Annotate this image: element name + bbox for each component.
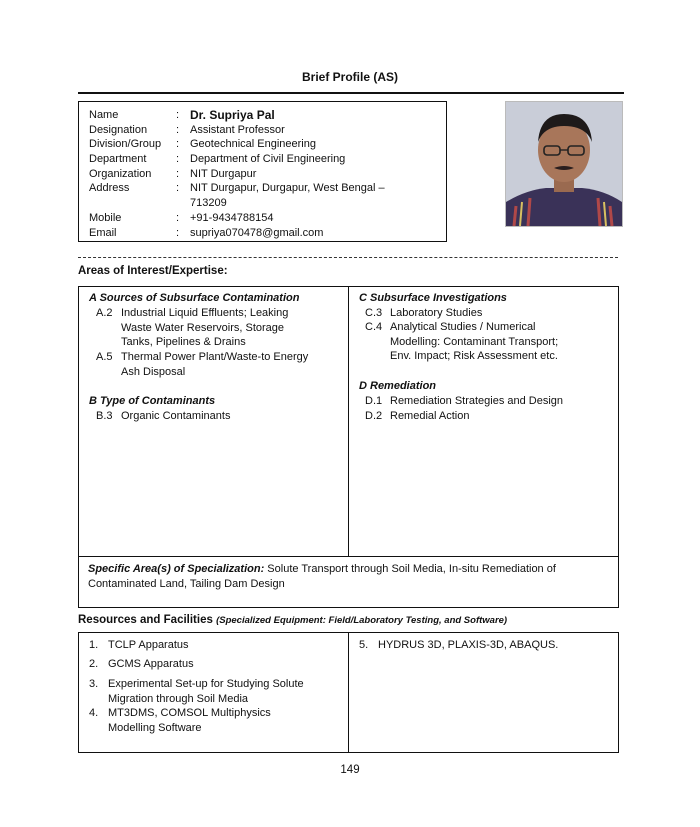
page-number: 149 bbox=[340, 764, 360, 776]
profile-row-email bbox=[89, 226, 446, 241]
specialization-label: Specific Area(s) of Specialization: bbox=[88, 563, 265, 575]
resource-line: Migration through Soil Media bbox=[108, 692, 249, 705]
item-line: Remedial Action bbox=[390, 410, 470, 422]
page-title: Brief Profile (AS) bbox=[301, 70, 398, 84]
profile-details-box bbox=[78, 101, 447, 242]
profile-row-mobile bbox=[89, 211, 446, 226]
category-c-item bbox=[365, 306, 382, 321]
category-c-item bbox=[365, 320, 382, 335]
profile-colon: : bbox=[176, 123, 180, 136]
resource-line: MT3DMS, COMSOL Multiphysics bbox=[108, 707, 271, 719]
profile-colon: : bbox=[176, 211, 180, 224]
areas-column-divider bbox=[348, 286, 349, 557]
item-code: D.2 bbox=[365, 410, 383, 422]
profile-value: NIT Durgapur, Durgapur, West Bengal – bbox=[190, 182, 385, 195]
category-a-item-text bbox=[121, 350, 308, 379]
resource-line: GCMS Apparatus bbox=[108, 658, 194, 670]
item-line: Laboratory Studies bbox=[390, 307, 483, 319]
category-a-item bbox=[96, 306, 113, 321]
item-code: C.4 bbox=[365, 321, 383, 333]
resource-number: 5. bbox=[359, 639, 369, 651]
profile-colon: : bbox=[176, 138, 180, 151]
category-d-title: D Remediation bbox=[359, 380, 437, 392]
profile-label: Department bbox=[89, 153, 147, 166]
item-code: B.3 bbox=[96, 410, 113, 422]
profile-colon: : bbox=[176, 167, 180, 180]
category-b-item bbox=[96, 409, 113, 424]
category-c-title: C Subsurface Investigations bbox=[359, 292, 507, 304]
profile-label: Name bbox=[89, 109, 119, 121]
profile-label: Address bbox=[89, 182, 130, 195]
profile-value: 713209 bbox=[190, 197, 227, 210]
profile-value: NIT Durgapur bbox=[190, 167, 257, 180]
profile-label: Mobile bbox=[89, 211, 122, 224]
resource-number: 4. bbox=[89, 707, 99, 719]
resources-column-divider bbox=[348, 632, 349, 753]
resources-heading-note: (Specialized Equipment: Field/Laboratory Testing, and Software) bbox=[216, 615, 508, 626]
profile-label: Division/Group bbox=[89, 138, 162, 151]
profile-row-address-cont bbox=[89, 196, 446, 211]
resource-line: Modelling Software bbox=[108, 721, 202, 734]
profile-photo bbox=[505, 101, 623, 227]
category-c-item-text bbox=[390, 320, 558, 364]
profile-value-name: Dr. Supriya Pal bbox=[190, 108, 275, 122]
profile-colon: : bbox=[176, 153, 180, 166]
item-line: Env. Impact; Risk Assessment etc. bbox=[390, 350, 558, 363]
category-a-title: A Sources of Subsurface Contamination bbox=[89, 292, 300, 304]
resources-heading bbox=[78, 614, 507, 626]
profile-row-department bbox=[89, 152, 446, 167]
profile-value: Department of Civil Engineering bbox=[190, 153, 346, 166]
profile-value: +91-9434788154 bbox=[190, 211, 274, 224]
resource-line: HYDRUS 3D, PLAXIS-3D, ABAQUS. bbox=[378, 639, 559, 651]
resource-item bbox=[378, 638, 558, 653]
resource-line: Experimental Set-up for Studying Solute bbox=[108, 678, 304, 690]
item-code: A.2 bbox=[96, 307, 113, 319]
item-line: Industrial Liquid Effluents; Leaking bbox=[121, 307, 289, 319]
profile-row-division bbox=[89, 137, 446, 152]
item-line: Tanks, Pipelines & Drains bbox=[121, 336, 246, 349]
category-d-item-text bbox=[390, 409, 470, 424]
resource-item bbox=[108, 638, 189, 653]
areas-row-divider bbox=[78, 556, 619, 557]
profile-value: supriya070478@gmail.com bbox=[190, 226, 324, 239]
resources-heading-text: Resources and Facilities bbox=[78, 614, 213, 626]
category-b-title: B Type of Contaminants bbox=[89, 395, 216, 407]
item-line: Remediation Strategies and Design bbox=[390, 395, 564, 407]
resource-number: 2. bbox=[89, 658, 99, 670]
profile-row-address bbox=[89, 181, 446, 196]
portrait-image bbox=[506, 102, 622, 226]
category-d-item bbox=[365, 394, 382, 409]
profile-colon: : bbox=[176, 109, 180, 121]
category-d-item-text bbox=[390, 394, 563, 409]
specialization-text bbox=[88, 562, 613, 592]
profile-label: Designation bbox=[89, 123, 148, 136]
title-rule bbox=[78, 92, 624, 94]
category-c-item-text bbox=[390, 306, 482, 321]
item-code: C.3 bbox=[365, 307, 383, 319]
item-line: Ash Disposal bbox=[121, 365, 186, 378]
category-d-item bbox=[365, 409, 382, 424]
item-code: A.5 bbox=[96, 351, 113, 363]
category-a-item bbox=[96, 350, 113, 365]
resource-item bbox=[108, 706, 271, 735]
item-line: Analytical Studies / Numerical bbox=[390, 321, 536, 333]
category-a-item-text bbox=[121, 306, 288, 350]
category-b-item-text bbox=[121, 409, 230, 424]
profile-row-organization bbox=[89, 167, 446, 182]
profile-label: Email bbox=[89, 226, 117, 239]
profile-colon: : bbox=[176, 182, 180, 195]
resource-item bbox=[108, 677, 304, 706]
areas-heading: Areas of Interest/Expertise: bbox=[78, 265, 228, 277]
profile-label: Organization bbox=[89, 167, 152, 180]
profile-row-designation bbox=[89, 123, 446, 138]
profile-row-name bbox=[89, 108, 446, 123]
resource-line: TCLP Apparatus bbox=[108, 639, 189, 651]
item-line: Modelling: Contaminant Transport; bbox=[390, 335, 559, 348]
item-line: Organic Contaminants bbox=[121, 410, 231, 422]
section-separator bbox=[78, 257, 618, 258]
resource-item bbox=[108, 657, 194, 672]
item-line: Thermal Power Plant/Waste-to Energy bbox=[121, 351, 309, 363]
profile-value: Geotechnical Engineering bbox=[190, 138, 316, 151]
resource-number: 3. bbox=[89, 678, 99, 690]
profile-value: Assistant Professor bbox=[190, 123, 285, 136]
specialization-value: Solute Transport through Soil Media, In-situ Remediation of Contaminated Land, Tailing Dam Design bbox=[88, 563, 556, 590]
resource-number: 1. bbox=[89, 639, 99, 651]
item-line: Waste Water Reservoirs, Storage bbox=[121, 321, 285, 334]
profile-colon: : bbox=[176, 226, 180, 239]
item-code: D.1 bbox=[365, 395, 383, 407]
